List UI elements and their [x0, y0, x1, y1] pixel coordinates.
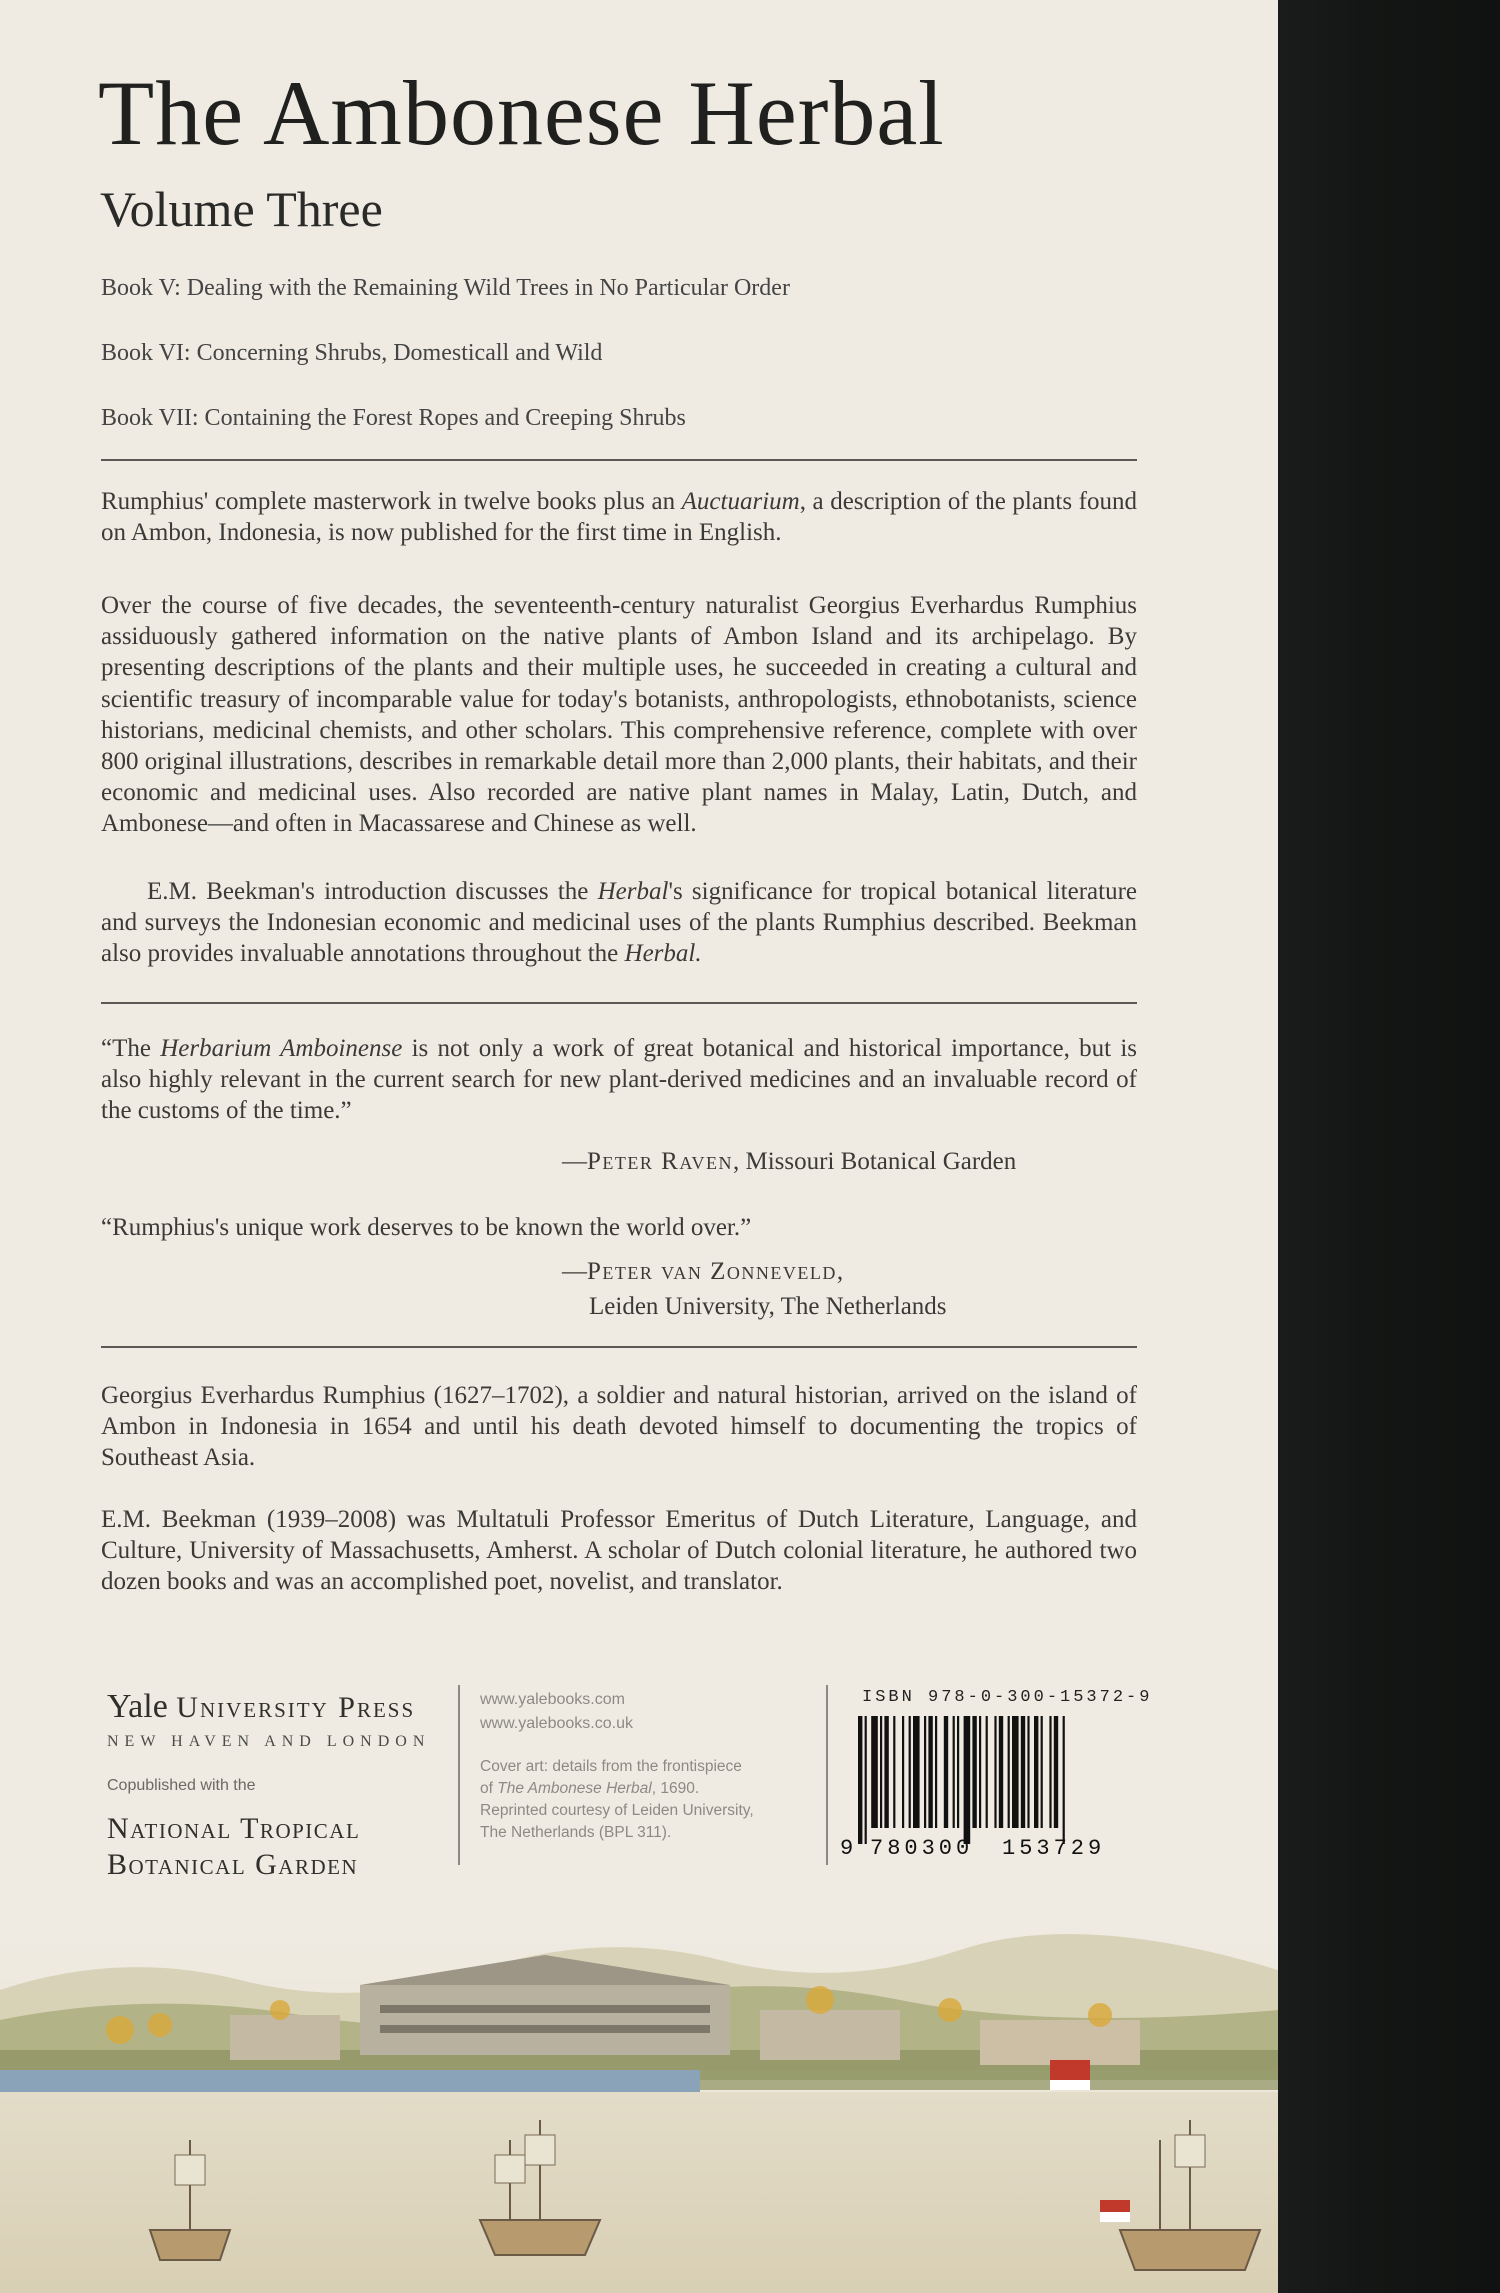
- barcode-bar: [972, 1716, 976, 1828]
- barcode-bar: [957, 1716, 959, 1828]
- book-list-item: Book V: Dealing with the Remaining Wild Trees in No Particular Order: [101, 275, 790, 301]
- bio-beekman: E.M. Beekman (1939–2008) was Multatuli Professor Emeritus of Dutch Literature, Language, and Culture, University of Massachusetts, Amherst. A scholar of Dutch colonial literature, he authored two dozen books and was an accomplished poet, novelist, and translator.: [101, 1506, 1137, 1596]
- website-link[interactable]: www.yalebooks.com: [480, 1691, 625, 1708]
- isbn-label: ISBN 978-0-300-15372-9: [862, 1688, 1153, 1707]
- barcode-bar: [979, 1716, 981, 1828]
- quote-zonneveld: “Rumphius's unique work deserves to be known the world over.”: [101, 1214, 752, 1241]
- barcode-bar: [1008, 1716, 1010, 1828]
- book-title: The Ambonese Herbal: [98, 62, 945, 164]
- barcode-bar: [1034, 1716, 1038, 1828]
- barcode-bar: [865, 1716, 867, 1844]
- book-list-item: Book VII: Containing the Forest Ropes and Creeping Shrubs: [101, 405, 686, 431]
- cover-art-credit: Cover art: details from the frontispiece of The Ambonese Herbal, 1690. Reprinted courtesy of Leiden University, The Netherlands (BPL 311).: [480, 1758, 754, 1841]
- vertical-divider: [826, 1685, 828, 1865]
- barcode-bar: [994, 1716, 996, 1828]
- barcode-bar: [1027, 1716, 1029, 1828]
- barcode-bar: [880, 1716, 882, 1828]
- publisher-websites: [480, 1688, 633, 1736]
- divider: [101, 459, 1137, 461]
- barcode-bar: [924, 1716, 926, 1828]
- divider: [101, 1002, 1137, 1004]
- barcode-bar: [909, 1716, 911, 1828]
- quote-raven: “The Herbarium Amboinense is not only a work of great botanical and historical importance, but is also highly relevant in the current search for new plant-derived medicines and an invaluable record of the customs of the time.”: [101, 1035, 1137, 1125]
- barcode-bar: [893, 1716, 895, 1828]
- barcode-bar: [1049, 1716, 1051, 1828]
- barcode-bar: [964, 1716, 971, 1844]
- barcode-bar: [1054, 1716, 1058, 1828]
- publisher-name: Yale University Press: [107, 1688, 416, 1725]
- quote-attribution-org: Leiden University, The Netherlands: [589, 1293, 947, 1320]
- intro-paragraph: Rumphius' complete masterwork in twelve books plus an Auctuarium, a description of the plants found on Ambon, Indonesia, is now published for the first time in English.: [101, 488, 1138, 547]
- book-list-item: Book VI: Concerning Shrubs, Domesticall and Wild: [101, 340, 603, 366]
- barcode-bar: [928, 1716, 932, 1828]
- publisher-places: NEW HAVEN AND LONDON: [107, 1733, 431, 1750]
- barcode-bar: [858, 1716, 862, 1844]
- barcode-bar: [1041, 1716, 1043, 1828]
- book-list: [101, 274, 1141, 469]
- barcode-bar: [913, 1716, 920, 1828]
- barcode-bar: [1021, 1716, 1025, 1828]
- barcode-digit-lead: 9: [840, 1836, 854, 1860]
- quote-attribution: —Peter van Zonneveld,: [562, 1258, 844, 1285]
- bio-rumphius: Georgius Everhardus Rumphius (1627–1702), a soldier and natural historian, arrived on the island of Ambon in Indonesia in 1654 and until his death devoted himself to documenting the tropics of Southeast Asia.: [101, 1382, 1137, 1472]
- barcode-bar: [871, 1716, 878, 1828]
- barcode-digits-left: 780300: [870, 1836, 974, 1860]
- website-link[interactable]: www.yalebooks.co.uk: [480, 1715, 633, 1732]
- barcode-bar: [884, 1716, 888, 1828]
- quote-attribution: —Peter Raven, Missouri Botanical Garden: [562, 1148, 1017, 1175]
- barcode: [836, 1712, 1146, 1860]
- barcode-bar: [935, 1716, 937, 1828]
- copublished-label: Copublished with the: [107, 1777, 256, 1794]
- barcode-bar: [986, 1716, 988, 1828]
- publisher-block: [107, 1688, 430, 1883]
- harbor-illustration: [0, 1930, 1278, 2293]
- barcode-bar: [1012, 1716, 1019, 1828]
- barcode-bar: [1063, 1716, 1065, 1844]
- barcode-bar: [944, 1716, 948, 1828]
- partner-name: National Tropical Botanical Garden: [107, 1812, 361, 1881]
- volume-subtitle: Volume Three: [100, 181, 383, 237]
- barcode-digits-right: 153729: [1002, 1836, 1106, 1860]
- book-spine-edge: [1278, 0, 1500, 2293]
- introduction-paragraph: E.M. Beekman's introduction discusses the Herbal's significance for tropical botanical literature and surveys the Indonesian economic and medicinal uses of the plants Rumphius described. Beekman also provides invaluable annotations throughout the Herbal.: [101, 878, 1137, 968]
- barcode-bar: [953, 1716, 955, 1828]
- vertical-divider: [458, 1685, 460, 1865]
- barcode-bar: [902, 1716, 904, 1828]
- barcode-bar: [999, 1716, 1003, 1828]
- description-paragraph: Over the course of five decades, the seventeenth-century naturalist Georgius Everhardus Rumphius assiduously gathered information on the native plants of Ambon Island and its archipelago. By presenting descriptions of the plants and their multiple uses, he succeeded in creating a cultural and scientific treasury of incomparable value for today's botanists, anthropologists, ethnobotanists, science historians, medicinal chemists, and other scholars. This comprehensive reference, complete with over 800 original illustrations, describes in remarkable detail more than 2,000 plants, their habitats, and their economic and medicinal uses. Also recorded are native plant names in Malay, Latin, Dutch, and Ambonese—and often in Macassarese and Chinese as well.: [101, 592, 1137, 838]
- divider: [101, 1346, 1137, 1348]
